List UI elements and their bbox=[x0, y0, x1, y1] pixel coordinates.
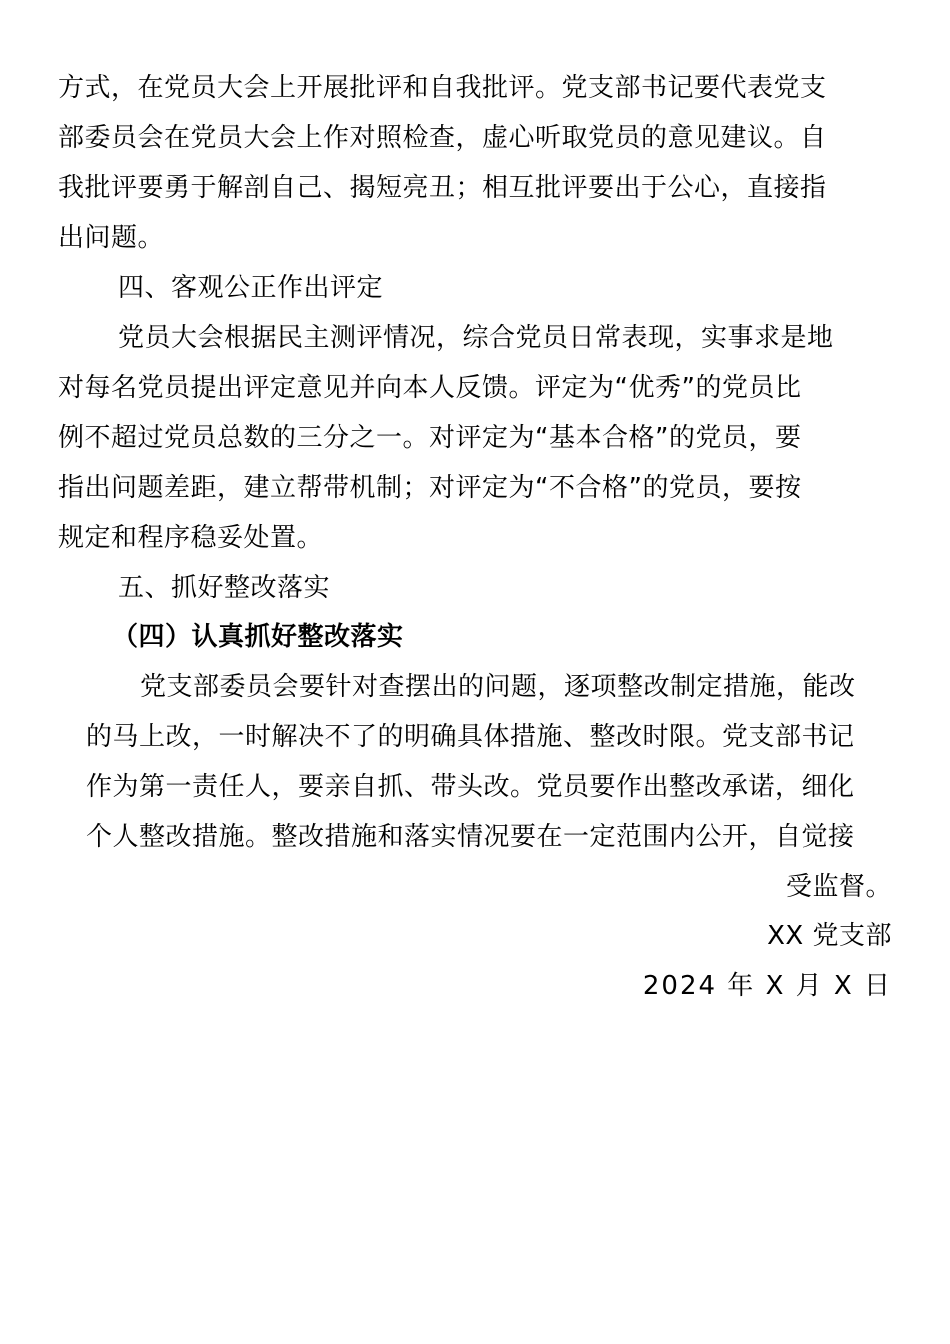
paragraph-1-line-1: 方式，在党员大会上开展批评和自我批评。党支部书记要代表党支 bbox=[58, 73, 827, 103]
paragraph-3-line-4: 个人整改措施。整改措施和落实情况要在一定范围内公开，自觉接 bbox=[86, 822, 855, 852]
section-heading-4: 四、客观公正作出评定 bbox=[118, 273, 384, 303]
paragraph-3-line-5: 受监督。 bbox=[785, 872, 892, 902]
signature-organization: XX 党支部 bbox=[767, 921, 892, 951]
paragraph-1-line-2: 部委员会在党员大会上作对照检查，虚心听取党员的意见建议。自 bbox=[58, 123, 827, 153]
paragraph-2-line-1: 党员大会根据民主测评情况，综合党员日常表现，实事求是地 bbox=[118, 323, 834, 353]
subsection-heading: （四）认真抓好整改落实 bbox=[112, 622, 404, 652]
paragraph-2-line-3: 例不超过党员总数的三分之一。对评定为“基本合格”的党员，要 bbox=[58, 423, 802, 453]
section-heading-5: 五、抓好整改落实 bbox=[118, 573, 331, 603]
paragraph-3-line-2: 的马上改，一时解决不了的明确具体措施、整改时限。党支部书记 bbox=[86, 722, 855, 752]
paragraph-2-line-4: 指出问题差距，建立帮带机制；对评定为“不合格”的党员，要按 bbox=[58, 473, 802, 503]
signature-date: 2024 年 X 月 X 日 bbox=[642, 971, 892, 1001]
paragraph-2-line-2: 对每名党员提出评定意见并向本人反馈。评定为“优秀”的党员比 bbox=[58, 373, 802, 403]
paragraph-2-line-5: 规定和程序稳妥处置。 bbox=[58, 523, 324, 553]
paragraph-1-line-3: 我批评要勇于解剖自己、揭短亮丑；相互批评要出于公心，直接指 bbox=[58, 173, 827, 203]
paragraph-3-line-3: 作为第一责任人，要亲自抓、带头改。党员要作出整改承诺，细化 bbox=[86, 772, 855, 802]
paragraph-3-line-1: 党支部委员会要针对查摆出的问题，逐项整改制定措施，能改 bbox=[140, 672, 856, 702]
paragraph-1-line-4: 出问题。 bbox=[58, 223, 165, 253]
